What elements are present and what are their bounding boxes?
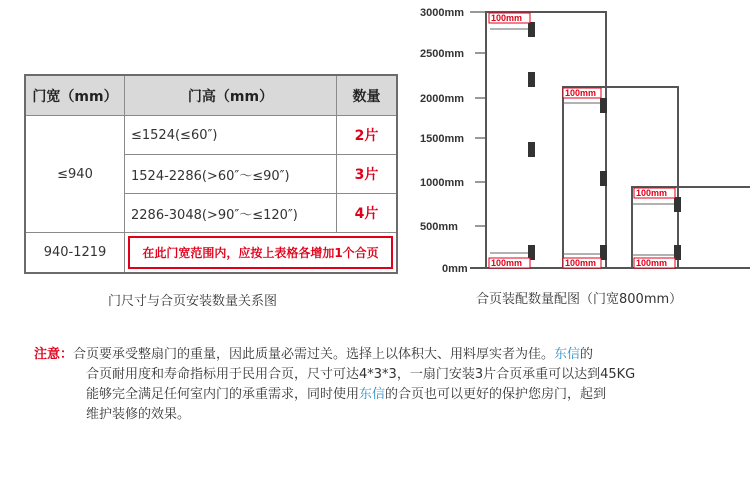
width-group-cell: ≤940 <box>26 116 125 233</box>
hinge-icon <box>600 98 607 113</box>
y-tick-2000: 2000mm <box>420 93 465 105</box>
y-tick-2500: 2500mm <box>420 48 465 60</box>
tag-100mm: 100mm <box>491 13 523 23</box>
brand-name: 东信 <box>359 387 386 402</box>
count-row-2: 3片 <box>337 155 396 194</box>
notice-text: 的合页也可以更好的保护您房门，起到 <box>385 387 607 402</box>
brand-name: 东信 <box>554 347 581 362</box>
diagram-caption: 合页装配数量配图（门宽800mm） <box>476 292 683 307</box>
wide-note-wrapper <box>125 233 396 272</box>
notice-paragraph <box>34 345 724 425</box>
tag-100mm: 100mm <box>636 258 668 268</box>
tag-100mm: 100mm <box>491 258 523 268</box>
hinge-icon <box>528 72 535 87</box>
hinge-icon <box>528 142 535 157</box>
hinge-layout-diagram <box>410 0 750 310</box>
y-tick-0: 0mm <box>442 263 468 275</box>
y-tick-3000: 3000mm <box>420 7 465 19</box>
hinge-icon <box>674 197 681 212</box>
y-tick-1500: 1500mm <box>420 133 465 145</box>
height-row-3: 2286-3048(>90″～≤120″) <box>125 194 337 233</box>
notice-text: 的 <box>580 347 594 362</box>
notice-text: 能够完全满足任何室内门的承重需求，同时使用 <box>86 387 360 402</box>
y-tick-500: 500mm <box>420 221 458 233</box>
tag-100mm: 100mm <box>565 258 597 268</box>
header-quantity: 数量 <box>337 76 396 116</box>
notice-text: 合页要承受整扇门的重量，因此质量必需过关。选择上以体积大、用料厚实者为佳。 <box>73 347 555 362</box>
door-3000-outline <box>486 12 606 268</box>
table-caption: 门尺寸与合页安装数量关系图 <box>108 294 278 309</box>
count-row-1: 2片 <box>337 116 396 155</box>
hinge-quantity-table <box>24 74 398 274</box>
hinge-icon <box>528 22 535 37</box>
tag-100mm: 100mm <box>636 188 668 198</box>
count-row-3: 4片 <box>337 194 396 233</box>
tag-100mm: 100mm <box>565 88 597 98</box>
height-row-1: ≤1524(≤60″) <box>125 116 337 155</box>
door-2000-outline <box>563 87 678 268</box>
notice-line-3 <box>34 385 724 405</box>
wide-width-cell: 940-1219 <box>26 233 125 272</box>
notice-label: 注意： <box>34 347 74 362</box>
notice-line-4: 维护装修的效果。 <box>86 407 191 422</box>
notice-line-1 <box>34 345 724 365</box>
header-door-height: 门高（mm） <box>125 76 337 116</box>
wide-note: 在此门宽范围内，应按上表格各增加1个合页 <box>128 236 393 269</box>
height-row-2: 1524-2286(>60″～≤90″) <box>125 155 337 194</box>
notice-line-2: 合页耐用度和寿命指标用于民用合页，尺寸可达4*3*3，一扇门安装3片合页承重可以达到45KG <box>86 367 636 382</box>
hinge-icon <box>600 171 607 186</box>
y-tick-1000: 1000mm <box>420 177 465 189</box>
header-door-width: 门宽（mm） <box>26 76 125 116</box>
door-1000-outline <box>632 187 750 268</box>
